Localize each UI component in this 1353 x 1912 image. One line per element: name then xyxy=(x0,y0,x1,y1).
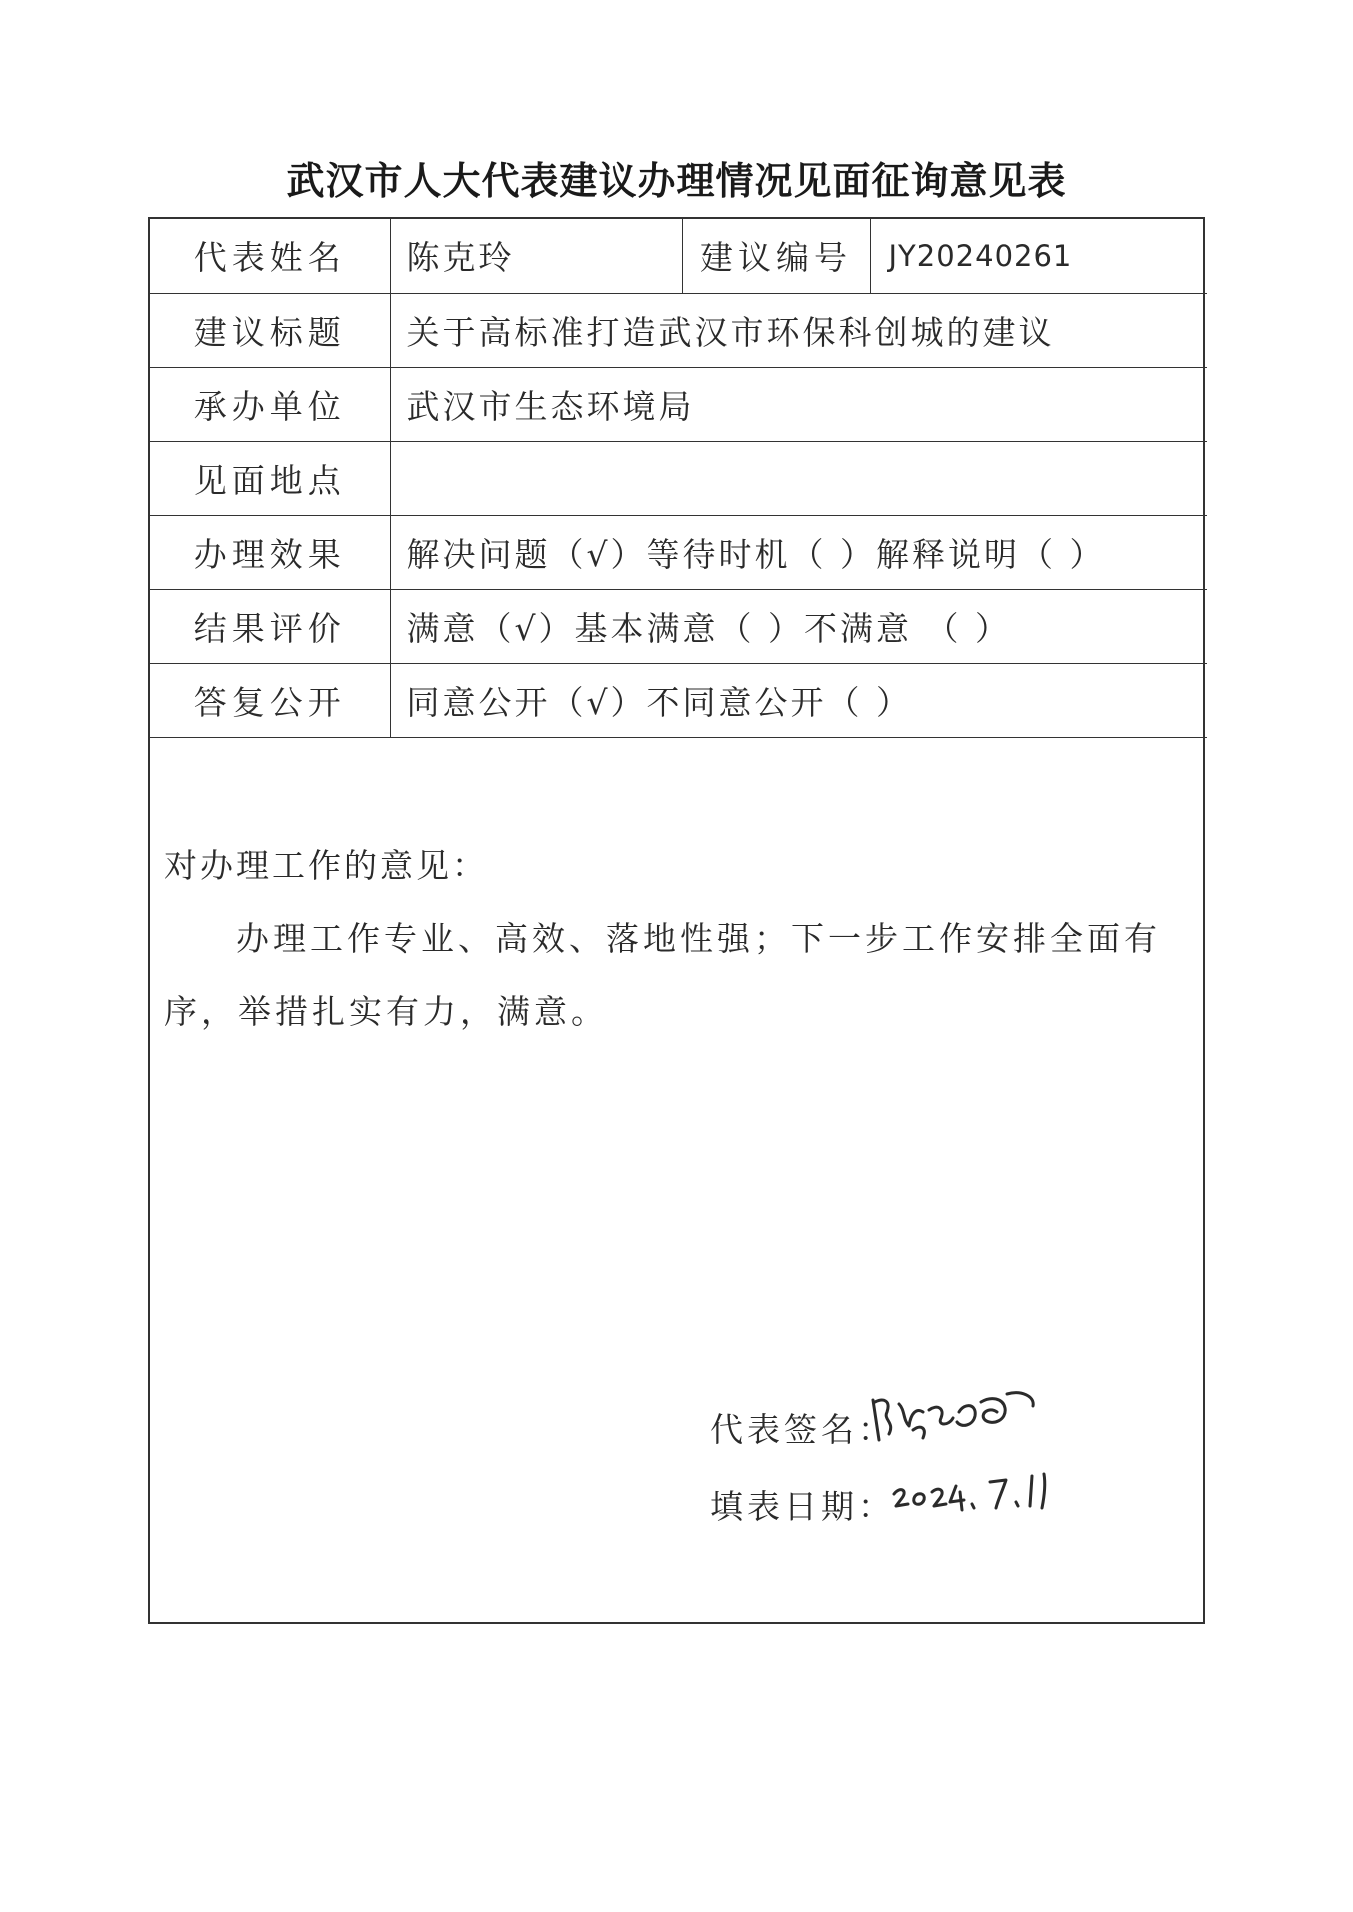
table-row xyxy=(150,219,1207,293)
table-row xyxy=(150,515,1207,589)
field-value-reply-disclosure: 同意公开（√）不同意公开（ ） xyxy=(390,663,1207,737)
field-value-handling-unit: 武汉市生态环境局 xyxy=(390,367,1207,441)
field-label-reply-disclosure: 答复公开 xyxy=(150,663,390,737)
table-row xyxy=(150,367,1207,441)
field-label-representative-name: 代表姓名 xyxy=(150,219,390,293)
table-row xyxy=(150,293,1207,367)
field-label-handling-effect: 办理效果 xyxy=(150,515,390,589)
handwritten-date xyxy=(890,1464,1060,1524)
opinion-text: 办理工作专业、高效、落地性强；下一步工作安排全面有序，举措扎实有力，满意。 xyxy=(164,919,1161,1031)
info-table xyxy=(150,219,1207,738)
field-value-representative-name: 陈克玲 xyxy=(390,219,682,293)
field-label-meeting-place: 见面地点 xyxy=(150,441,390,515)
opinion-label: 对办理工作的意见： xyxy=(164,846,488,885)
field-value-handling-effect: 解决问题（√）等待时机（ ）解释说明（ ） xyxy=(390,515,1207,589)
field-label-handling-unit: 承办单位 xyxy=(150,367,390,441)
form-title: 武汉市人大代表建议办理情况见面征询意见表 xyxy=(286,158,1067,203)
handwritten-signature xyxy=(865,1382,1055,1452)
table-row xyxy=(150,589,1207,663)
fill-date-label: 填表日期： xyxy=(710,1487,895,1526)
field-value-proposal-number: JY20240261 xyxy=(870,219,1207,293)
opinion-section xyxy=(164,829,1194,1048)
field-label-proposal-title: 建议标题 xyxy=(150,293,390,367)
signature-label: 代表签名： xyxy=(710,1410,895,1449)
field-value-result-evaluation: 满意（√）基本满意（ ）不满意 （ ） xyxy=(390,589,1207,663)
table-row xyxy=(150,663,1207,737)
table-row xyxy=(150,441,1207,515)
form-frame xyxy=(148,217,1205,1624)
field-label-result-evaluation: 结果评价 xyxy=(150,589,390,663)
field-value-proposal-title: 关于高标准打造武汉市环保科创城的建议 xyxy=(390,293,1207,367)
field-value-meeting-place xyxy=(390,441,1207,515)
field-label-proposal-number: 建议编号 xyxy=(682,219,870,293)
